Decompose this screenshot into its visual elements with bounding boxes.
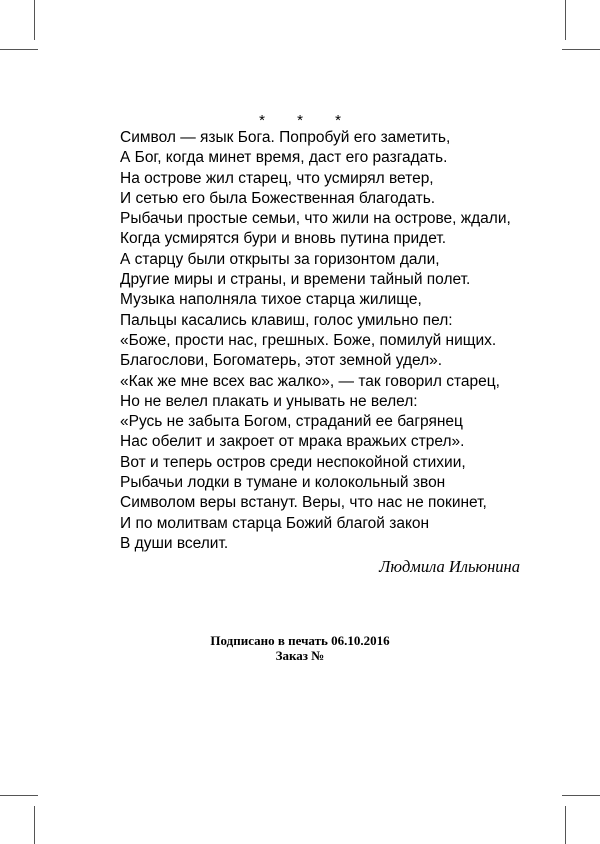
- imprint-block: [0, 633, 600, 663]
- poem-line: Вот и теперь остров среди неспокойной стихии,: [120, 453, 466, 471]
- poem-line: «Как же мне всех вас жалко», — так говорил старец,: [120, 372, 500, 390]
- crop-mark-bottom-left-horizontal: [0, 795, 38, 796]
- crop-mark-bottom-right-horizontal: [562, 795, 600, 796]
- poem-line: На острове жил старец, что усмирял ветер,: [120, 169, 434, 187]
- poem-line: А старцу были открыты за горизонтом дали,: [120, 250, 440, 268]
- poem-line: Рыбачьи лодки в тумане и колокольный звон: [120, 474, 446, 492]
- poem-line: Нас обелит и закроет от мрака вражьих стрел».: [120, 433, 465, 451]
- poem-author: Людмила Ильюнина: [379, 557, 520, 576]
- poem-line: Пальцы касались клавиш, голос умильно пел:: [120, 311, 453, 329]
- poem-line: Символом веры встанут. Веры, что нас не покинет,: [120, 494, 487, 512]
- poem-line: «Русь не забыта Богом, страданий ее багрянец: [120, 413, 463, 431]
- crop-mark-bottom-right-vertical: [565, 806, 566, 844]
- crop-mark-top-right-vertical: [565, 0, 566, 40]
- poem-line: А Бог, когда минет время, даст его разгадать.: [120, 149, 448, 167]
- poem-line: Благослови, Богоматерь, этот земной удел».: [120, 352, 443, 370]
- crop-mark-bottom-left-vertical: [34, 806, 35, 844]
- crop-mark-top-right-horizontal: [562, 49, 600, 50]
- section-separator: * * *: [259, 112, 355, 129]
- crop-mark-top-left-vertical: [34, 0, 35, 40]
- imprint-signed-date: Подписано в печать 06.10.2016: [210, 633, 390, 648]
- poem-line: В души вселит.: [120, 534, 229, 552]
- poem-line: Другие миры и страны, и времени тайный полет.: [120, 271, 471, 289]
- poem-line: Музыка наполняла тихое старца жилище,: [120, 291, 422, 309]
- poem-line: Но не велел плакать и унывать не велел:: [120, 392, 418, 410]
- poem-line: «Боже, прости нас, грешных. Боже, помилуй нищих.: [120, 331, 497, 349]
- poem-line: Символ — язык Бога. Попробуй его заметить,: [120, 129, 451, 146]
- poem-line: Когда усмирятся бури и вновь путина придет.: [120, 230, 447, 248]
- poem: [120, 128, 520, 554]
- imprint-order-number: Заказ №: [275, 648, 325, 663]
- poem-line: Рыбачьи простые семьи, что жили на острове, ждали,: [120, 210, 511, 228]
- poem-line: И по молитвам старца Божий благой закон: [120, 514, 430, 532]
- crop-mark-top-left-horizontal: [0, 49, 38, 50]
- poem-line: И сетью его была Божественная благодать.: [120, 189, 436, 207]
